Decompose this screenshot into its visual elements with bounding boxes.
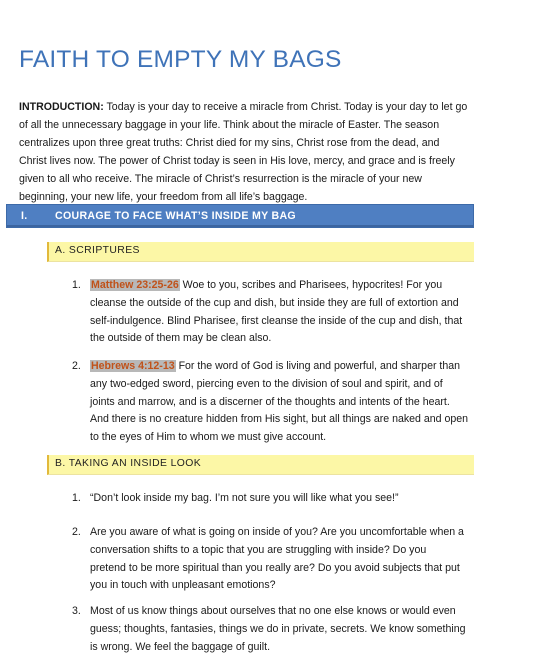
subheading-scriptures [47,242,474,262]
list-item-text [90,358,480,447]
intro-line: given to all who receive. The miracle of Christ’s resurrection is the miracle of your new [19,173,422,185]
list-item-number: 1. [72,279,81,291]
item-line: the outside of them may be clean also. [90,332,272,345]
subheading-label: B. TAKING AN INSIDE LOOK [55,458,202,469]
item-line: “Don’t look inside my bag. I’m not sure you will like what you see!” [90,492,399,504]
item-line: And there is no creature hidden from His sight, but all things are naked and open [90,413,469,426]
item-line: you in touch with unpleasant emotions? [90,579,276,592]
intro-line: Christ lives now. The power of Christ today is seen in His love, mercy, and grace and is freely [19,155,455,167]
scripture-reference: Matthew 23:25-26 [91,279,179,291]
scripture-reference: Hebrews 4:12-13 [91,360,175,372]
intro-line: centralizes upon three great truths: Christ died for my sins, Christ rose from the dead, and [19,137,440,149]
item-line: Most of us know things about ourselves that no one else knows or would even [90,605,456,617]
list-item-number: 2. [72,360,81,372]
item-line: Woe to you, scribes and Pharisees, hypocrites! For you [179,279,443,291]
list-item-number: 3. [72,605,81,617]
item-line: self-indulgence. Blind Pharisee, first cleanse the inside of the cup and dish, that [90,314,463,327]
item-line: Are you aware of what is going on inside of you? Are you uncomfortable when a [90,526,464,538]
list-item-number: 2. [72,526,81,538]
list-item-text [90,490,480,508]
item-line: cleanse the outside of the cup and dish, but inside they are full of extortion and [90,296,459,309]
introduction-paragraph [19,98,495,206]
list-item-text [90,524,480,595]
intro-line: Today is your day to receive a miracle from Christ. Today is your day to let go [103,101,468,113]
intro-line: of all the unnecessary baggage in your life. Think about the miracle of Easter. The season [19,119,440,131]
section-heading-1 [6,204,474,228]
item-line: guess; thoughts, fantasies, things we do in private, secrets. We know something [90,622,466,635]
item-line: pretend to be more spiritual than you really are? Do you avoid subjects that put [90,561,460,574]
list-item-text [90,277,480,348]
item-line: is wrong. We feel the baggage of guilt. [90,640,271,653]
document-title: FAITH TO EMPTY MY BAGS [19,46,342,73]
list-item-number: 1. [72,492,81,504]
subheading-inside-look [47,455,474,475]
item-line: conversation shifts to a topic that you are struggling with inside? Do you [90,543,427,556]
item-line: to the eyes of Him to whom we must give account. [90,431,327,444]
section-label: COURAGE TO FACE WHAT’S INSIDE MY BAG [55,210,296,222]
intro-line: beginning, your new life, your freedom from all life’s baggage. [19,191,308,203]
subheading-label: A. SCRIPTURES [55,245,140,256]
list-item-text [90,603,480,656]
introduction-label: INTRODUCTION: [19,101,104,113]
item-line: joints and marrow, and is a discerner of the thoughts and intents of the heart. [90,395,450,408]
section-number: I. [21,210,28,222]
item-line: For the word of God is living and powerful, and sharper than [175,360,461,372]
item-line: any two-edged sword, piercing even to the division of soul and spirit, and of [90,377,443,390]
